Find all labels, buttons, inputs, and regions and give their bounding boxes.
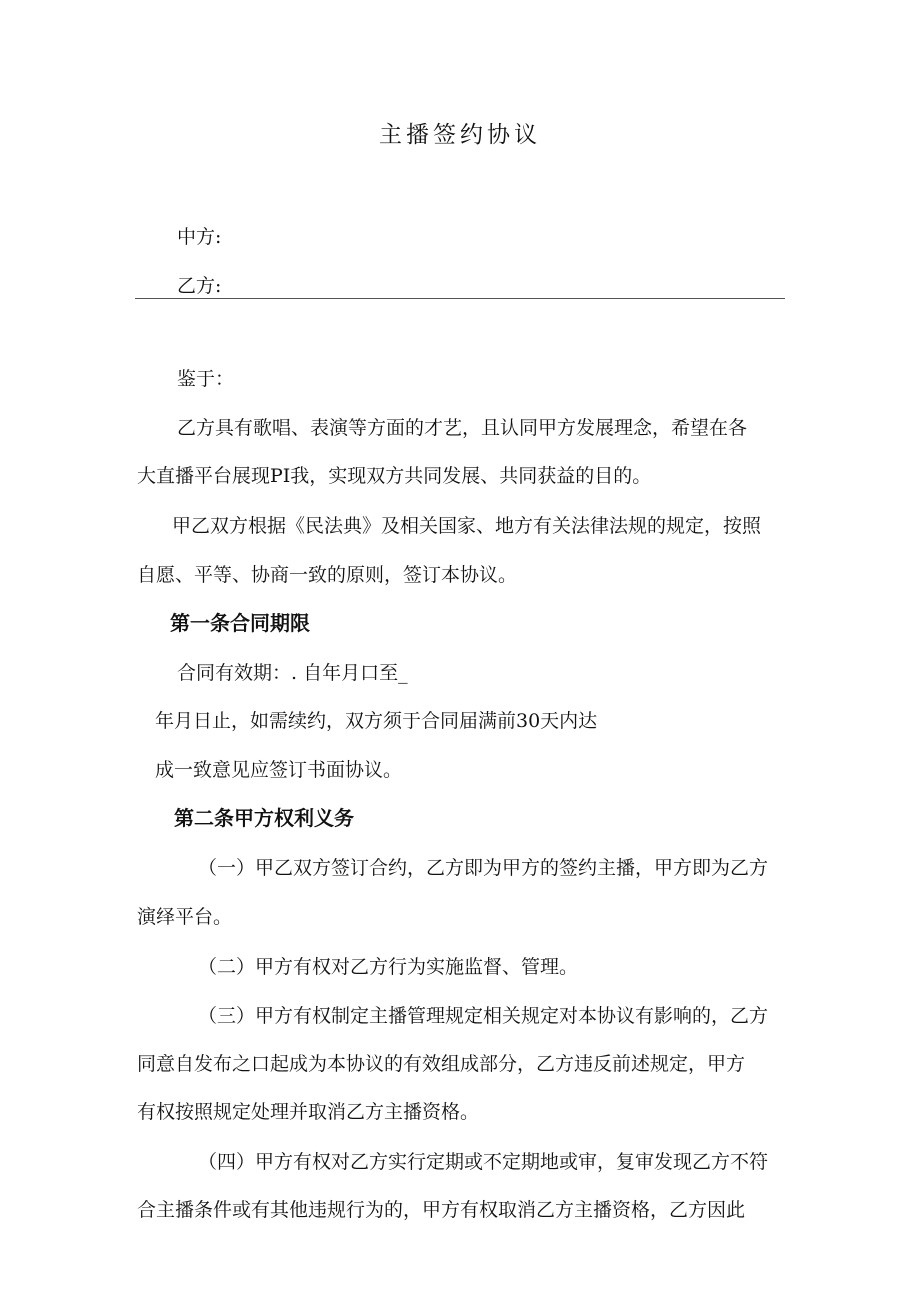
whereas-label: 鉴于：: [177, 368, 235, 390]
article2-item4-line1: （四）甲方有权对乙方实行定期或不定期地或审，复审发现乙方不符: [198, 1151, 769, 1173]
whereas-para2-line2: 自愿、平等、协商一致的原则，签订本协议。: [137, 564, 518, 586]
document-title: 主播签约协议: [379, 122, 541, 148]
article1-line3: 成一致意见应签订书面协议。: [155, 759, 403, 781]
party-b-label: 乙方:: [177, 275, 222, 297]
article2-item2-line1: （二）甲方有权对乙方行为实施监督、管理。: [198, 956, 579, 978]
article2-item3-line2: 同意自发布之口起成为本协议的有效组成部分，乙方违反前述规定，甲方: [137, 1053, 746, 1075]
whereas-para2-line1: 甲乙双方根据《民法典》及相关国家、地方有关法律法规的规定，按照: [172, 515, 762, 537]
article2-item3-line3: 有权按照规定处理并取消乙方主播资格。: [137, 1101, 480, 1123]
article2-item1-line1: （一）甲乙双方签订合约，乙方即为甲方的签约主播，甲方即为乙方: [198, 857, 769, 879]
article1-heading: 第一条合同期限: [170, 611, 310, 635]
article2-item3-line1: （三）甲方有权制定主播管理规定相关规定对本协议有影响的，乙方: [198, 1005, 769, 1027]
whereas-para1-line1: 乙方具有歌唱、表演等方面的才艺，且认同甲方发展理念，希望在各: [177, 417, 748, 439]
party-a-label: 中方:: [177, 226, 222, 248]
article1-line1: 合同有效期：. 自年月口至_: [177, 662, 408, 684]
party-underline: [135, 298, 785, 299]
article1-line2: 年月日止，如需续约，双方须于合同届满前30天内达: [155, 710, 598, 732]
whereas-para1-line2: 大直播平台展现PI我，实现双方共同发展、共同获益的目的。: [137, 465, 652, 487]
article2-item4-line2: 合主播条件或有其他违规行为的，甲方有权取消乙方主播资格，乙方因此: [137, 1199, 746, 1221]
article2-heading: 第二条甲方权利义务: [174, 806, 354, 830]
article2-item1-line2: 演绎平台。: [137, 906, 233, 928]
